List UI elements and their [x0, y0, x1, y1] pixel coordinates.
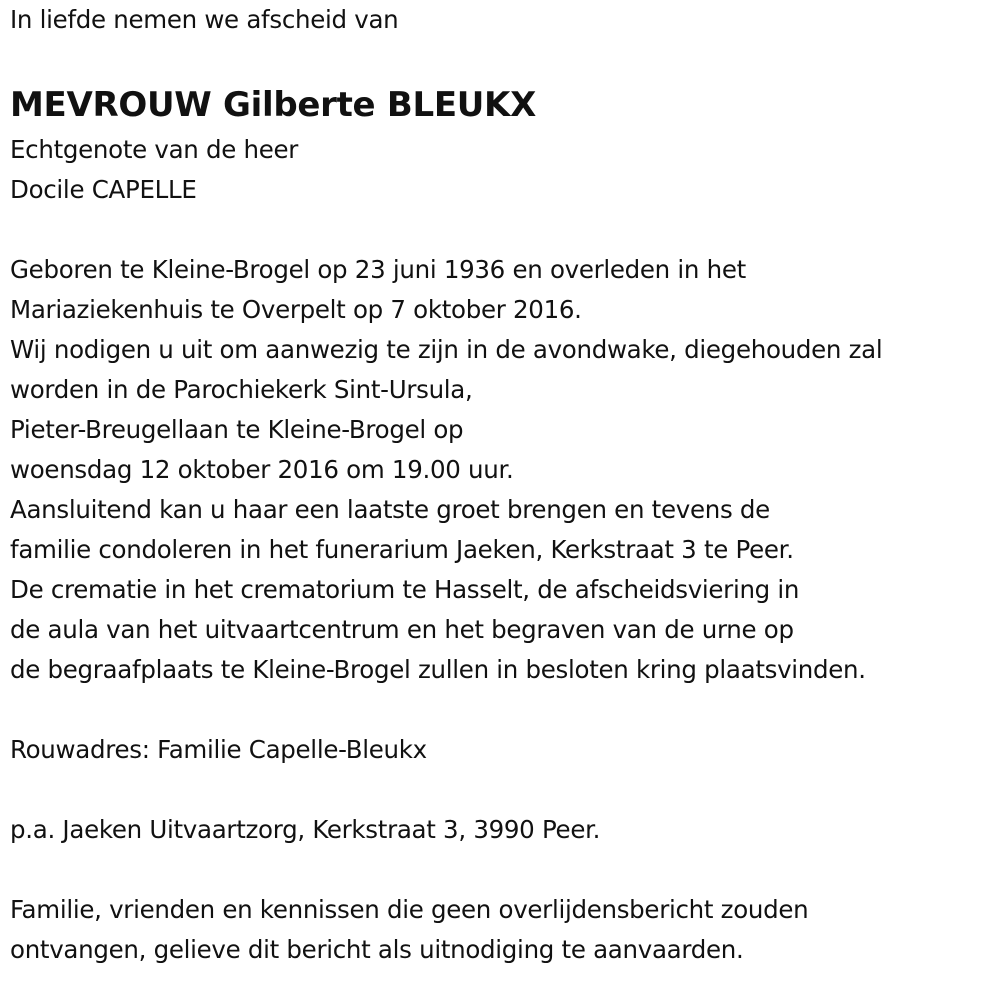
spacer	[10, 770, 990, 810]
mourning-address: Rouwadres: Familie Capelle-Bleukx	[10, 735, 427, 764]
body-line: woensdag 12 oktober 2016 om 19.00 uur.	[10, 455, 514, 484]
postal-address: p.a. Jaeken Uitvaartzorg, Kerkstraat 3, 3990 Peer.	[10, 815, 601, 844]
body-line: Wij nodigen u uit om aanwezig te zijn in de avondwake, diegehouden zal	[10, 335, 883, 364]
intro-line: In liefde nemen we afscheid van	[10, 5, 399, 34]
deceased-name: MEVROUW Gilberte BLEUKX	[10, 85, 537, 125]
body-line: worden in de Parochiekerk Sint-Ursula,	[10, 375, 473, 404]
body-line: familie condoleren in het funerarium Jaeken, Kerkstraat 3 te Peer.	[10, 535, 794, 564]
spacer	[10, 850, 990, 890]
body-text	[10, 250, 990, 690]
closing-line: ontvangen, gelieve dit bericht als uitnodiging te aanvaarden.	[10, 935, 744, 964]
body-line: Pieter-Breugellaan te Kleine-Brogel op	[10, 415, 464, 444]
spacer	[10, 40, 990, 80]
body-line: Aansluitend kan u haar een laatste groet brengen en tevens de	[10, 495, 770, 524]
body-line: de begraafplaats te Kleine-Brogel zullen in besloten kring plaatsvinden.	[10, 655, 866, 684]
body-line: de aula van het uitvaartcentrum en het begraven van de urne op	[10, 615, 794, 644]
spouse-name: Docile CAPELLE	[10, 175, 197, 204]
closing-line: Familie, vrienden en kennissen die geen overlijdensbericht zouden	[10, 895, 809, 924]
obituary-notice	[10, 0, 990, 970]
body-line: Mariaziekenhuis te Overpelt op 7 oktober 2016.	[10, 295, 582, 324]
spacer	[10, 210, 990, 250]
body-line: Geboren te Kleine-Brogel op 23 juni 1936 en overleden in het	[10, 255, 746, 284]
body-line: De crematie in het crematorium te Hasselt, de afscheidsviering in	[10, 575, 800, 604]
spacer	[10, 690, 990, 730]
spouse-line: Echtgenote van de heer	[10, 135, 299, 164]
